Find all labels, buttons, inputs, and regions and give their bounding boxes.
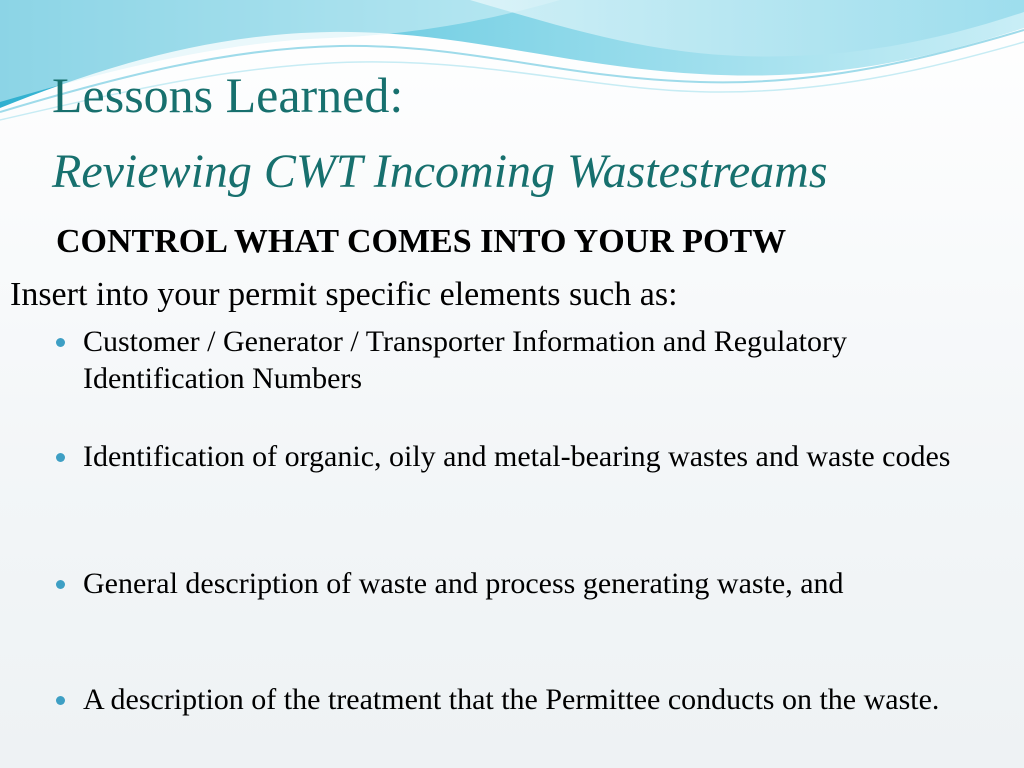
bullet-item bbox=[56, 681, 1006, 718]
bullet-item bbox=[56, 438, 1006, 475]
bullet-text: A description of the treatment that the Permittee conducts on the waste. bbox=[83, 683, 940, 716]
slide-subtitle: Reviewing CWT Incoming Wastestreams bbox=[52, 145, 828, 198]
bullet-icon bbox=[56, 453, 65, 462]
bullet-icon bbox=[56, 338, 65, 347]
bullet-text: General description of waste and process generating waste, and bbox=[83, 567, 844, 600]
bullet-text: Identification of organic, oily and metal-bearing wastes and waste codes bbox=[83, 440, 951, 473]
bullet-text: Customer / Generator / Transporter Information and Regulatory Identification Numbers bbox=[83, 325, 848, 395]
bullet-icon bbox=[56, 696, 65, 705]
bullet-icon bbox=[56, 580, 65, 589]
bullet-item bbox=[56, 565, 1006, 602]
intro-text: Insert into your permit specific elements such as: bbox=[10, 276, 678, 313]
bullet-item bbox=[56, 323, 1006, 397]
slide-title: Lessons Learned: bbox=[52, 67, 404, 123]
section-heading: CONTROL WHAT COMES INTO YOUR POTW bbox=[56, 223, 787, 260]
